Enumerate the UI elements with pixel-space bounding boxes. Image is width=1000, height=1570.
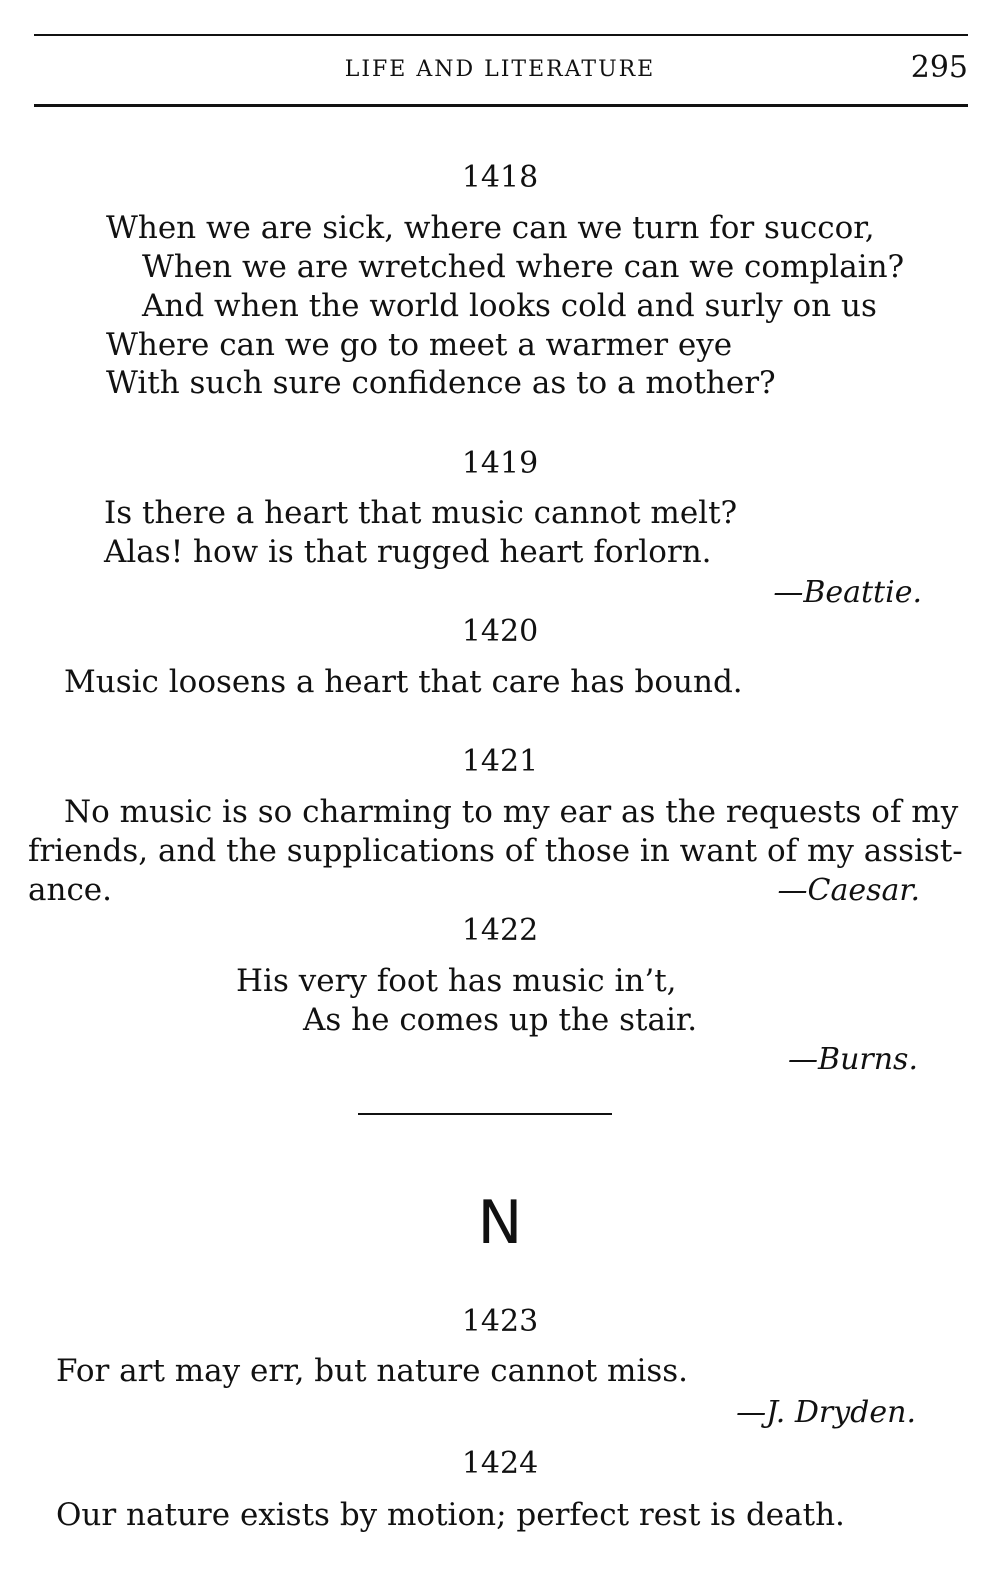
quote-line: His very foot has music in’t, [236, 963, 677, 999]
quote-line: As he comes up the stair. [303, 1002, 698, 1038]
attribution: —J. Dryden. [736, 1395, 916, 1430]
quote-line: For art may err, but nature cannot miss. [56, 1353, 689, 1389]
page-number: 295 [910, 50, 968, 85]
entry-number-1423: 1423 [461, 1304, 539, 1339]
quote-line: Our nature exists by motion; perfect rest is death. [56, 1497, 845, 1533]
quote-line: ance. [28, 872, 113, 908]
header-bottom-rule [34, 104, 968, 107]
header-top-rule [34, 34, 968, 36]
quote-line: Where can we go to meet a warmer eye [106, 327, 733, 363]
quote-line: No music is so charming to my ear as the requests of my [64, 794, 959, 830]
quote-line: Alas! how is that rugged heart forlorn. [104, 534, 712, 570]
attribution: —Beattie. [773, 575, 922, 610]
quote-line: friends, and the supplications of those in want of my assist- [28, 833, 963, 869]
quote-line: Is there a heart that music cannot melt? [104, 495, 738, 531]
running-head: LIFE AND LITERATURE [344, 57, 656, 82]
quote-line: When we are sick, where can we turn for succor, [106, 210, 875, 246]
section-divider [358, 1113, 612, 1115]
entry-number-1420: 1420 [461, 614, 539, 649]
entry-number-1422: 1422 [461, 913, 539, 948]
quote-line: When we are wretched where can we complain? [142, 249, 905, 285]
attribution: —Burns. [788, 1042, 918, 1077]
section-letter: N [477, 1188, 523, 1258]
entry-number-1421: 1421 [461, 744, 539, 779]
entry-number-1424: 1424 [461, 1446, 539, 1481]
attribution: —Caesar. [777, 873, 920, 908]
entry-number-1419: 1419 [461, 446, 539, 481]
entry-number-1418: 1418 [461, 160, 539, 195]
quote-line: With such sure confidence as to a mother? [106, 365, 776, 401]
quote-line: Music loosens a heart that care has bound. [64, 664, 743, 700]
quote-line: And when the world looks cold and surly on us [142, 288, 877, 324]
